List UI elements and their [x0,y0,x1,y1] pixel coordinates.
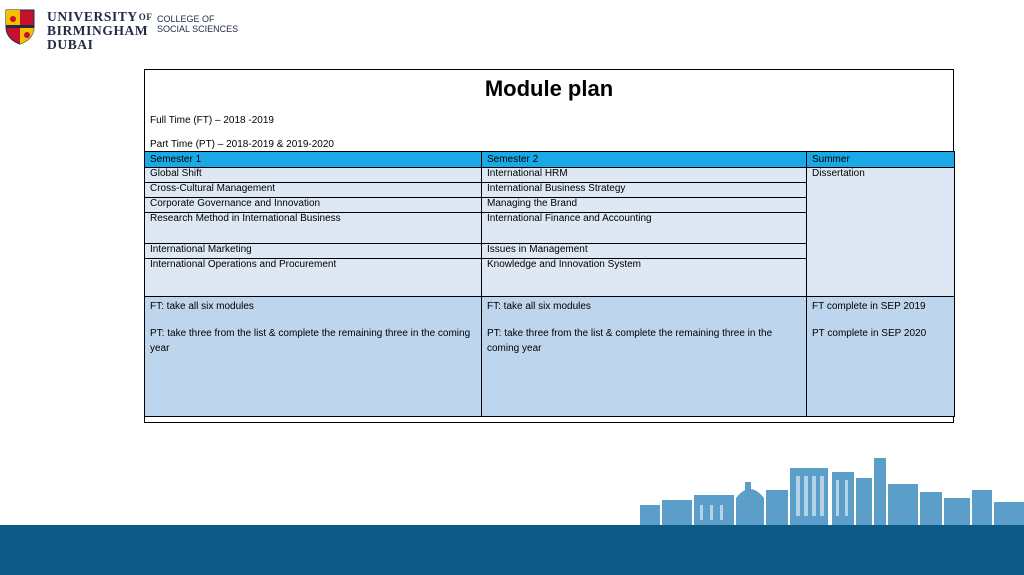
semester-1-ft-note: FT: take all six modules [150,301,254,312]
module-cell: International Business Strategy [482,183,807,198]
table-header-row [145,152,955,168]
university-of: OF [138,12,153,22]
footer-band [0,525,1024,575]
module-cell: Managing the Brand [482,198,807,213]
column-header-summer: Summer [807,152,955,168]
summer-ft-note: FT complete in SEP 2019 [812,301,926,312]
semester-2-notes [482,297,807,417]
module-table [144,151,955,417]
college-name [157,14,238,34]
module-cell: Research Method in International Business [145,213,482,244]
module-cell: Corporate Governance and Innovation [145,198,482,213]
semester-1-pt-note: PT: take three from the list & complete the remaining three in the coming year [150,328,471,354]
semester-2-ft-note: FT: take all six modules [487,301,591,312]
skyline-buildings-icon [640,458,1024,525]
module-cell: Knowledge and Innovation System [482,259,807,297]
crest-icon [5,9,35,45]
semester-1-notes [145,297,482,417]
column-header-semester-1: Semester 1 [145,152,482,168]
notes-row [145,297,955,417]
semester-2-pt-note: PT: take three from the list & complete the remaining three in the coming year [487,328,773,354]
college-line-2: SOCIAL SCIENCES [157,24,239,34]
module-cell: Cross-Cultural Management [145,183,482,198]
module-cell: Issues in Management [482,244,807,259]
page-title: Module plan [484,76,614,101]
college-line-1: COLLEGE OF [157,14,215,24]
university-name [47,10,152,52]
module-cell: International Operations and Procurement [145,259,482,297]
summer-pt-note: PT complete in SEP 2020 [812,328,927,339]
module-plan-box [144,69,954,423]
module-cell: Global Shift [145,168,482,183]
module-cell: International Marketing [145,244,482,259]
university-line-3: DUBAI [47,37,94,52]
module-cell: International Finance and Accounting [482,213,807,244]
summer-notes [807,297,955,417]
summer-module-cell: Dissertation [807,168,955,297]
city-skyline-footer [0,450,1024,575]
university-line-2: BIRMINGHAM [47,23,149,38]
university-logo [5,9,255,53]
column-header-semester-2: Semester 2 [482,152,807,168]
part-time-label: Part Time (PT) – 2018-2019 & 2019-2020 [150,139,334,150]
table-row [145,168,955,183]
module-cell: International HRM [482,168,807,183]
full-time-label: Full Time (FT) – 2018 -2019 [150,115,274,126]
university-line-1: UNIVERSITY [47,9,138,24]
